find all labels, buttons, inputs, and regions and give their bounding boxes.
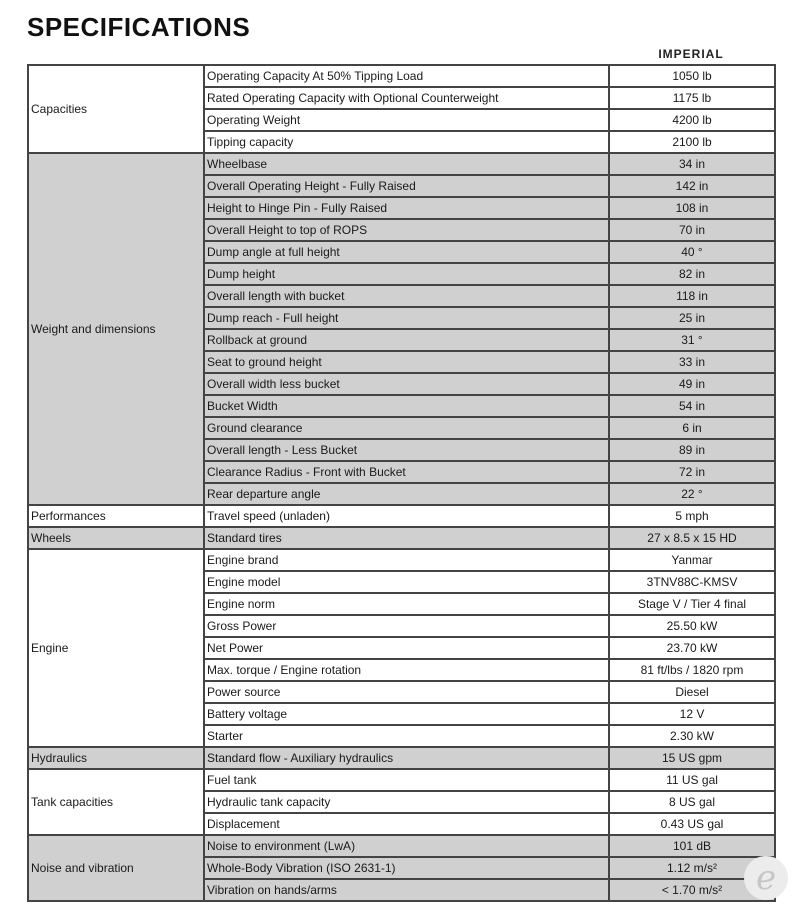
- specifications-table-body: [29, 66, 776, 902]
- table-row: [29, 770, 776, 792]
- table-row: [29, 154, 776, 176]
- value-cell: 33 in: [610, 352, 776, 374]
- attribute-cell: Rated Operating Capacity with Optional Counterweight: [205, 88, 610, 110]
- value-cell: 81 ft/lbs / 1820 rpm: [610, 660, 776, 682]
- value-cell: 5 mph: [610, 506, 776, 528]
- attribute-cell: Wheelbase: [205, 154, 610, 176]
- attribute-cell: Seat to ground height: [205, 352, 610, 374]
- value-cell: 101 dB: [610, 836, 776, 858]
- attribute-cell: Displacement: [205, 814, 610, 836]
- value-cell: 34 in: [610, 154, 776, 176]
- attribute-cell: Vibration on hands/arms: [205, 880, 610, 902]
- attribute-cell: Whole-Body Vibration (ISO 2631-1): [205, 858, 610, 880]
- attribute-cell: Dump reach - Full height: [205, 308, 610, 330]
- value-cell: 142 in: [610, 176, 776, 198]
- attribute-cell: Engine brand: [205, 550, 610, 572]
- value-cell: 15 US gpm: [610, 748, 776, 770]
- attribute-cell: Dump height: [205, 264, 610, 286]
- value-cell: 11 US gal: [610, 770, 776, 792]
- attribute-cell: Travel speed (unladen): [205, 506, 610, 528]
- value-cell: Yanmar: [610, 550, 776, 572]
- category-cell: Noise and vibration: [29, 836, 205, 902]
- value-cell: 27 x 8.5 x 15 HD: [610, 528, 776, 550]
- attribute-cell: Noise to environment (LwA): [205, 836, 610, 858]
- table-row: [29, 748, 776, 770]
- attribute-cell: Overall length with bucket: [205, 286, 610, 308]
- attribute-cell: Clearance Radius - Front with Bucket: [205, 462, 610, 484]
- category-cell: Engine: [29, 550, 205, 748]
- value-cell: 1175 lb: [610, 88, 776, 110]
- attribute-cell: Tipping capacity: [205, 132, 610, 154]
- table-row: [29, 66, 776, 88]
- value-cell: 40 °: [610, 242, 776, 264]
- category-cell: Capacities: [29, 66, 205, 154]
- value-cell: Stage V / Tier 4 final: [610, 594, 776, 616]
- value-cell: 25.50 kW: [610, 616, 776, 638]
- attribute-cell: Bucket Width: [205, 396, 610, 418]
- attribute-cell: Standard flow - Auxiliary hydraulics: [205, 748, 610, 770]
- specifications-table: [27, 64, 776, 902]
- page-title: SPECIFICATIONS: [27, 12, 251, 42]
- attribute-cell: Dump angle at full height: [205, 242, 610, 264]
- value-cell: 49 in: [610, 374, 776, 396]
- value-cell: < 1.70 m/s²: [610, 880, 776, 902]
- value-cell: 23.70 kW: [610, 638, 776, 660]
- column-header-imperial: IMPERIAL: [658, 47, 724, 61]
- attribute-cell: Starter: [205, 726, 610, 748]
- attribute-cell: Battery voltage: [205, 704, 610, 726]
- value-cell: 4200 lb: [610, 110, 776, 132]
- value-cell: 72 in: [610, 462, 776, 484]
- attribute-cell: Operating Weight: [205, 110, 610, 132]
- value-cell: 70 in: [610, 220, 776, 242]
- watermark-logo: [744, 856, 788, 900]
- attribute-cell: Fuel tank: [205, 770, 610, 792]
- attribute-cell: Overall Operating Height - Fully Raised: [205, 176, 610, 198]
- attribute-cell: Rear departure angle: [205, 484, 610, 506]
- attribute-cell: Gross Power: [205, 616, 610, 638]
- category-cell: Performances: [29, 506, 205, 528]
- value-cell: 108 in: [610, 198, 776, 220]
- value-cell: 118 in: [610, 286, 776, 308]
- value-cell: 89 in: [610, 440, 776, 462]
- attribute-cell: Engine norm: [205, 594, 610, 616]
- value-cell: 3TNV88C-KMSV: [610, 572, 776, 594]
- value-cell: 22 °: [610, 484, 776, 506]
- attribute-cell: Engine model: [205, 572, 610, 594]
- category-cell: Wheels: [29, 528, 205, 550]
- value-cell: 2100 lb: [610, 132, 776, 154]
- attribute-cell: Net Power: [205, 638, 610, 660]
- value-cell: 1.12 m/s²: [610, 858, 776, 880]
- attribute-cell: Ground clearance: [205, 418, 610, 440]
- attribute-cell: Hydraulic tank capacity: [205, 792, 610, 814]
- table-row: [29, 836, 776, 858]
- attribute-cell: Height to Hinge Pin - Fully Raised: [205, 198, 610, 220]
- logo-letter: e: [755, 858, 777, 898]
- attribute-cell: Power source: [205, 682, 610, 704]
- value-cell: 54 in: [610, 396, 776, 418]
- value-cell: 6 in: [610, 418, 776, 440]
- category-cell: Tank capacities: [29, 770, 205, 836]
- attribute-cell: Overall Height to top of ROPS: [205, 220, 610, 242]
- attribute-cell: Overall width less bucket: [205, 374, 610, 396]
- category-cell: Hydraulics: [29, 748, 205, 770]
- attribute-cell: Operating Capacity At 50% Tipping Load: [205, 66, 610, 88]
- value-cell: 2.30 kW: [610, 726, 776, 748]
- value-cell: 0.43 US gal: [610, 814, 776, 836]
- category-cell: Weight and dimensions: [29, 154, 205, 506]
- table-row: [29, 550, 776, 572]
- table-row: [29, 506, 776, 528]
- attribute-cell: Max. torque / Engine rotation: [205, 660, 610, 682]
- attribute-cell: Rollback at ground: [205, 330, 610, 352]
- value-cell: 82 in: [610, 264, 776, 286]
- value-cell: 8 US gal: [610, 792, 776, 814]
- attribute-cell: Overall length - Less Bucket: [205, 440, 610, 462]
- value-cell: 25 in: [610, 308, 776, 330]
- table-row: [29, 528, 776, 550]
- value-cell: Diesel: [610, 682, 776, 704]
- attribute-cell: Standard tires: [205, 528, 610, 550]
- value-cell: 12 V: [610, 704, 776, 726]
- value-cell: 1050 lb: [610, 66, 776, 88]
- value-cell: 31 °: [610, 330, 776, 352]
